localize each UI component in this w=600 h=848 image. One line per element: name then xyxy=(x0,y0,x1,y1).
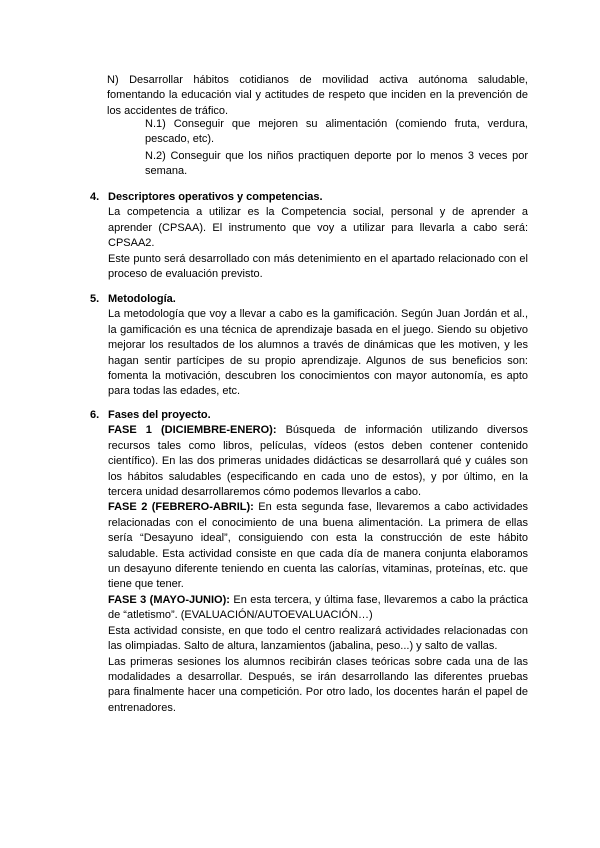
section-heading xyxy=(90,190,530,205)
section-metodologia xyxy=(90,292,530,400)
objective-n-paragraph xyxy=(107,73,528,119)
phase-2-text: En esta segunda fase, llevaremos a cabo actividades relacionadas con el conocimiento de una buena alimentación. La primera de ellas sería “Desayuno ideal”, consiguiendo con esta la construcción de este hábito saludable. Esta actividad consiste en que cada día de manera conjunta elaboramos un desayuno diferente teniendo en cuenta las calorías, vitaminas, proteínas, etc. que tiene que tener. xyxy=(108,501,528,591)
phase-2-paragraph xyxy=(108,500,528,592)
section-descriptores xyxy=(90,190,530,282)
objective-n2-text: N.2) Conseguir que los niños practiquen deporte por lo menos 3 veces por semana. xyxy=(145,149,528,178)
section-number: 5. xyxy=(90,293,100,305)
paragraph: Las primeras sesiones los alumnos recibirán clases teóricas sobre cada una de las modalidades a desarrollar. Después, se irán desarrollando las diferentes pruebas para finalmente hacer una competición. Por otro lado, los docentes harán el papel de entrenadores. xyxy=(108,655,528,714)
paragraph: La competencia a utilizar es la Competencia social, personal y de aprender a aprender (CPSAA). El instrumento que voy a utilizar para llevarla a cabo será: CPSAA2. xyxy=(108,206,528,250)
phase-3-paragraph xyxy=(108,593,528,624)
objective-n-text: N) Desarrollar hábitos cotidianos de movilidad activa autónoma saludable, fomentando la educación vial y actitudes de respeto que inciden en la prevención de los accidentes de tráfico. xyxy=(107,74,528,117)
section-body xyxy=(108,307,528,399)
phase-1-paragraph xyxy=(108,423,528,500)
section-title: Metodología. xyxy=(108,293,176,305)
objective-n1-text: N.1) Conseguir que mejoren su alimentación (comiendo fruta, verdura, pescado, etc). xyxy=(145,118,528,146)
phase-1-label: FASE 1 (DICIEMBRE-ENERO): xyxy=(108,424,277,437)
section-fases xyxy=(90,408,530,716)
objective-n-subitems xyxy=(145,117,528,181)
section-heading xyxy=(90,292,530,307)
phase-3-text: En esta tercera, y última fase, llevaremos a cabo la práctica de “atletismo”. (EVALUACIÓN/AUTOEVALUACIÓN…) xyxy=(108,593,528,622)
paragraph: Esta actividad consiste, en que todo el centro realizará actividades relacionadas con las olimpiadas. Salto de altura, lanzamientos (jabalina, peso...) y salto de vallas. xyxy=(108,624,528,653)
phase-3-label: FASE 3 (MAYO-JUNIO): xyxy=(108,593,230,606)
section-number: 4. xyxy=(90,191,100,203)
section-title: Fases del proyecto. xyxy=(108,409,211,421)
paragraph: Este punto será desarrollado con más detenimiento en el apartado relacionado con el proceso de evaluación previsto. xyxy=(108,252,528,281)
section-title: Descriptores operativos y competencias. xyxy=(108,191,323,203)
section-body xyxy=(108,205,528,282)
section-number: 6. xyxy=(90,409,100,421)
section-body xyxy=(108,423,528,716)
section-heading xyxy=(90,408,530,423)
phase-2-label: FASE 2 (FEBRERO-ABRIL): xyxy=(108,501,254,514)
phase-1-text: Búsqueda de información utilizando diversos recursos tales como libros, películas, vídeos (estos deben contener contenido científico). En las dos primeras unidades didácticas se desarrollará qué y cuáles son los hábitos saludables (especificando en cada uno de estos), y por último, en la tercera unidad desarrollaremos cómo podemos llevarlos a cabo. xyxy=(108,424,528,499)
paragraph: La metodología que voy a llevar a cabo es la gamificación. Según Juan Jordán et al., la gamificación es una técnica de aprendizaje basada en el juego. Siendo su objetivo mejorar los resultados de los alumnos a través de dinámicas que les motiven, y les hagan sentir partícipes de su propio aprendizaje. Algunos de sus beneficios son: fomenta la motivación, descubren los conocimientos con mayor autonomía, es apto para todas las edades, etc. xyxy=(108,308,528,398)
